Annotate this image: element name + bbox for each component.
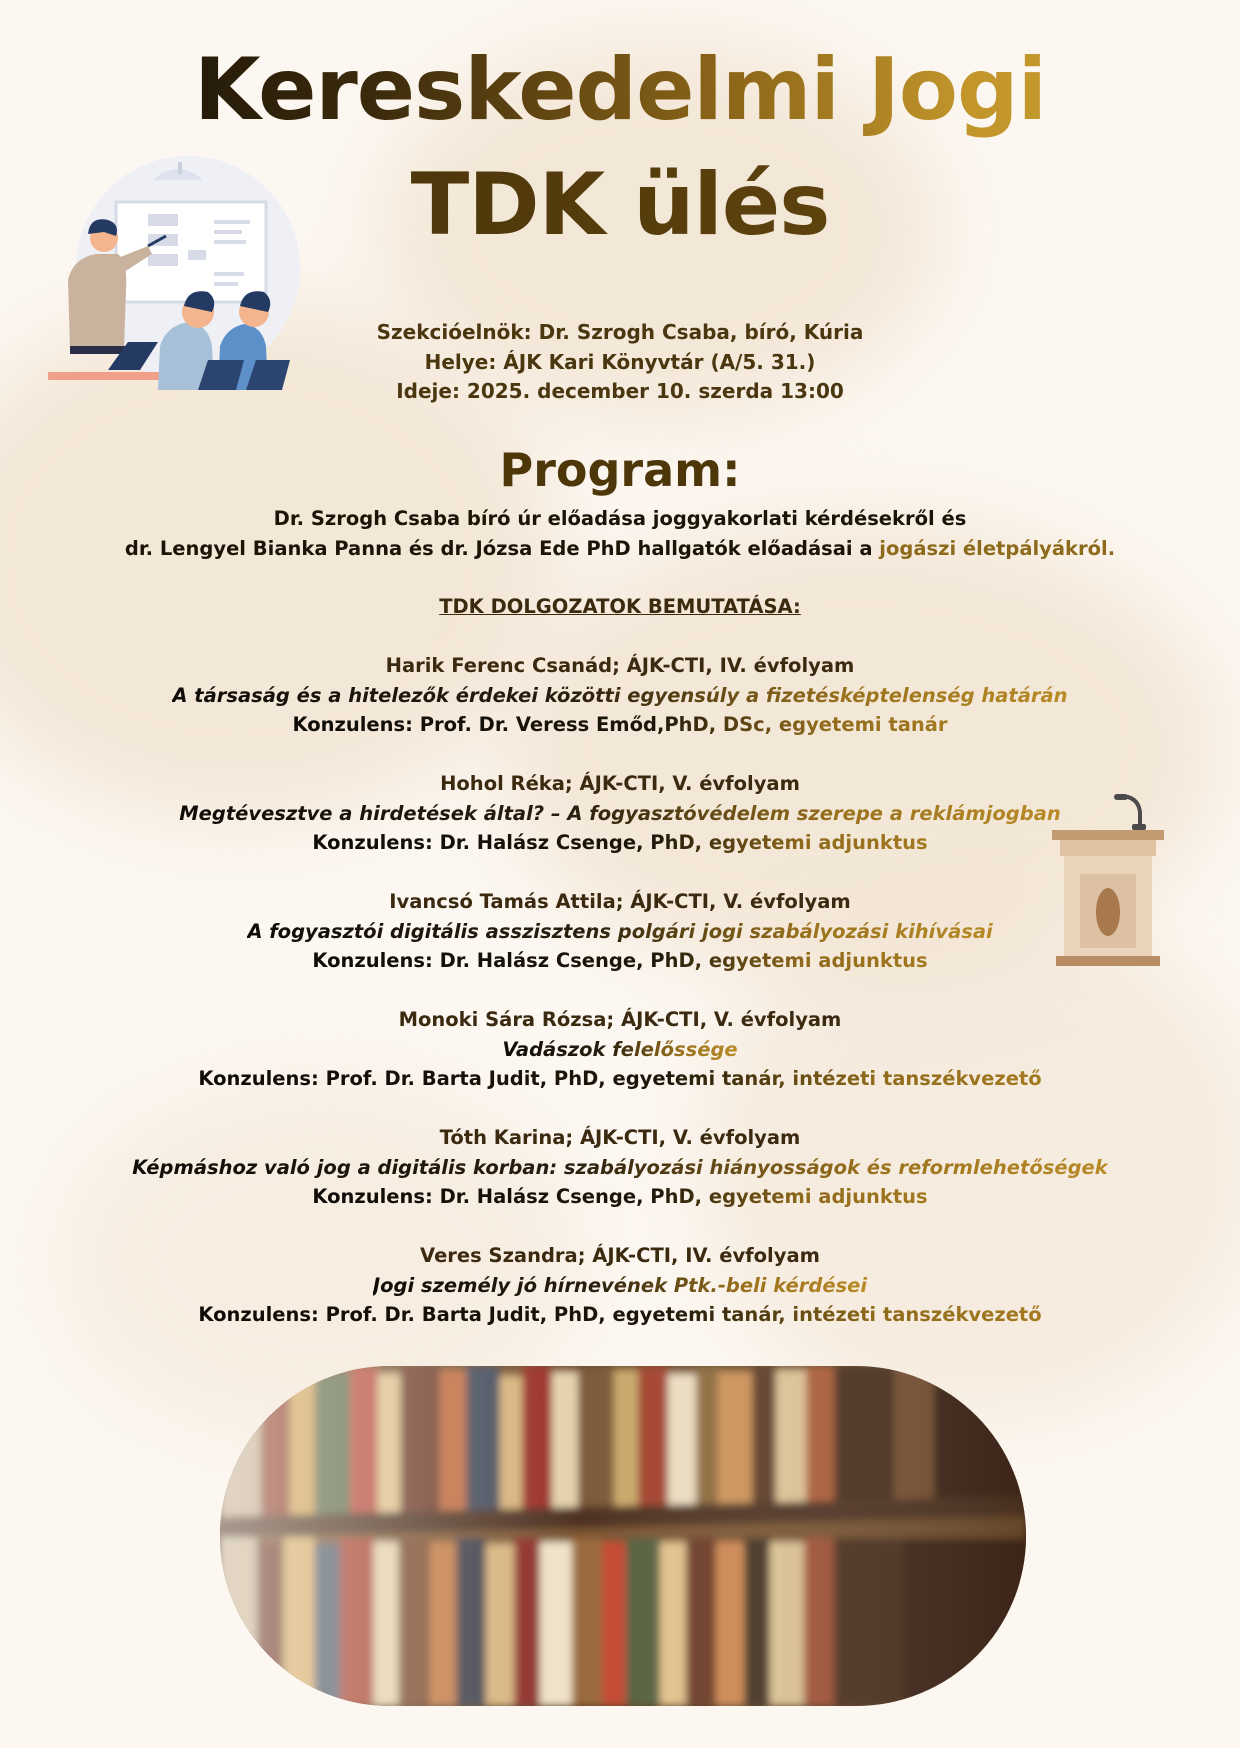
list-item — [0, 1005, 1240, 1123]
entry-title: Jogi személy jó hírnevének Ptk.-beli kérdései — [373, 1271, 867, 1301]
page-title-line2: TDK ülés — [0, 150, 1240, 260]
bookshelf-photo — [220, 1366, 1026, 1706]
entry-name: Veres Szandra; ÁJK-CTI, IV. évfolyam — [420, 1244, 820, 1267]
entry-consultant: Konzulens: Dr. Halász Csenge, PhD, egyetemi adjunktus — [312, 828, 927, 858]
entry-title: A fogyasztói digitális asszisztens polgári jogi szabályozási kihívásai — [247, 917, 992, 947]
time-text: Ideje: 2025. december 10. szerda 13:00 — [396, 379, 844, 403]
entry-name: Monoki Sára Rózsa; ÁJK-CTI, V. évfolyam — [398, 1008, 842, 1031]
entry-title: Megtévesztve a hirdetések által? – A fogyasztóvédelem szerepe a reklámjogban — [179, 799, 1061, 829]
intro-line1: Dr. Szrogh Csaba bíró úr előadása joggyakorlati kérdésekről és — [273, 507, 967, 530]
entry-consultant: Konzulens: Prof. Dr. Barta Judit, PhD, egyetemi tanár, intézeti tanszékvezető — [198, 1300, 1041, 1330]
list-item — [0, 651, 1240, 769]
intro-line2-part1: dr. Lengyel Bianka Panna és dr. Józsa Ede PhD hallgatók előadásai a — [124, 536, 880, 560]
entry-title: Képmáshoz való jog a digitális korban: szabályozási hiányosságok és reformlehetőségek — [132, 1153, 1107, 1183]
list-item — [0, 1123, 1240, 1241]
entry-title: Vadászok felelőssége — [502, 1035, 737, 1065]
entry-name: Hohol Réka; ÁJK-CTI, V. évfolyam — [440, 772, 800, 795]
section-heading: TDK DOLGOZATOK BEMUTATÁSA: — [439, 595, 801, 618]
page-title-line1: Kereskedelmi Jogi — [0, 35, 1240, 145]
entries-list — [0, 651, 1240, 1359]
program-intro — [0, 504, 1240, 563]
lectern-illustration — [1050, 794, 1166, 970]
entry-name: Ivancsó Tamás Attila; ÁJK-CTI, V. évfolyam — [389, 890, 851, 913]
chair-text: Szekcióelnök: Dr. Szrogh Csaba, bíró, Kúria — [376, 320, 864, 344]
entry-name: Tóth Karina; ÁJK-CTI, V. évfolyam — [439, 1126, 801, 1149]
entry-consultant: Konzulens: Prof. Dr. Veress Emőd,PhD, DSc, egyetemi tanár — [292, 710, 947, 740]
intro-line2 — [0, 534, 1240, 564]
list-item — [0, 1241, 1240, 1359]
entry-consultant: Konzulens: Prof. Dr. Barta Judit, PhD, egyetemi tanár, intézeti tanszékvezető — [198, 1064, 1041, 1094]
place-text: Helye: ÁJK Kari Könyvtár (A/5. 31.) — [424, 349, 816, 374]
session-info — [0, 318, 1240, 407]
entry-consultant: Konzulens: Dr. Halász Csenge, PhD, egyetemi adjunktus — [312, 1182, 927, 1212]
program-heading: Program: — [499, 443, 741, 497]
intro-line2-part2: jogászi életpályákról. — [879, 536, 1116, 560]
entry-title: A társaság és a hitelezők érdekei közötti egyensúly a fizetésképtelenség határán — [172, 681, 1067, 711]
entry-name: Harik Ferenc Csanád; ÁJK-CTI, IV. évfolyam — [385, 654, 855, 677]
entry-consultant: Konzulens: Dr. Halász Csenge, PhD, egyetemi adjunktus — [312, 946, 927, 976]
